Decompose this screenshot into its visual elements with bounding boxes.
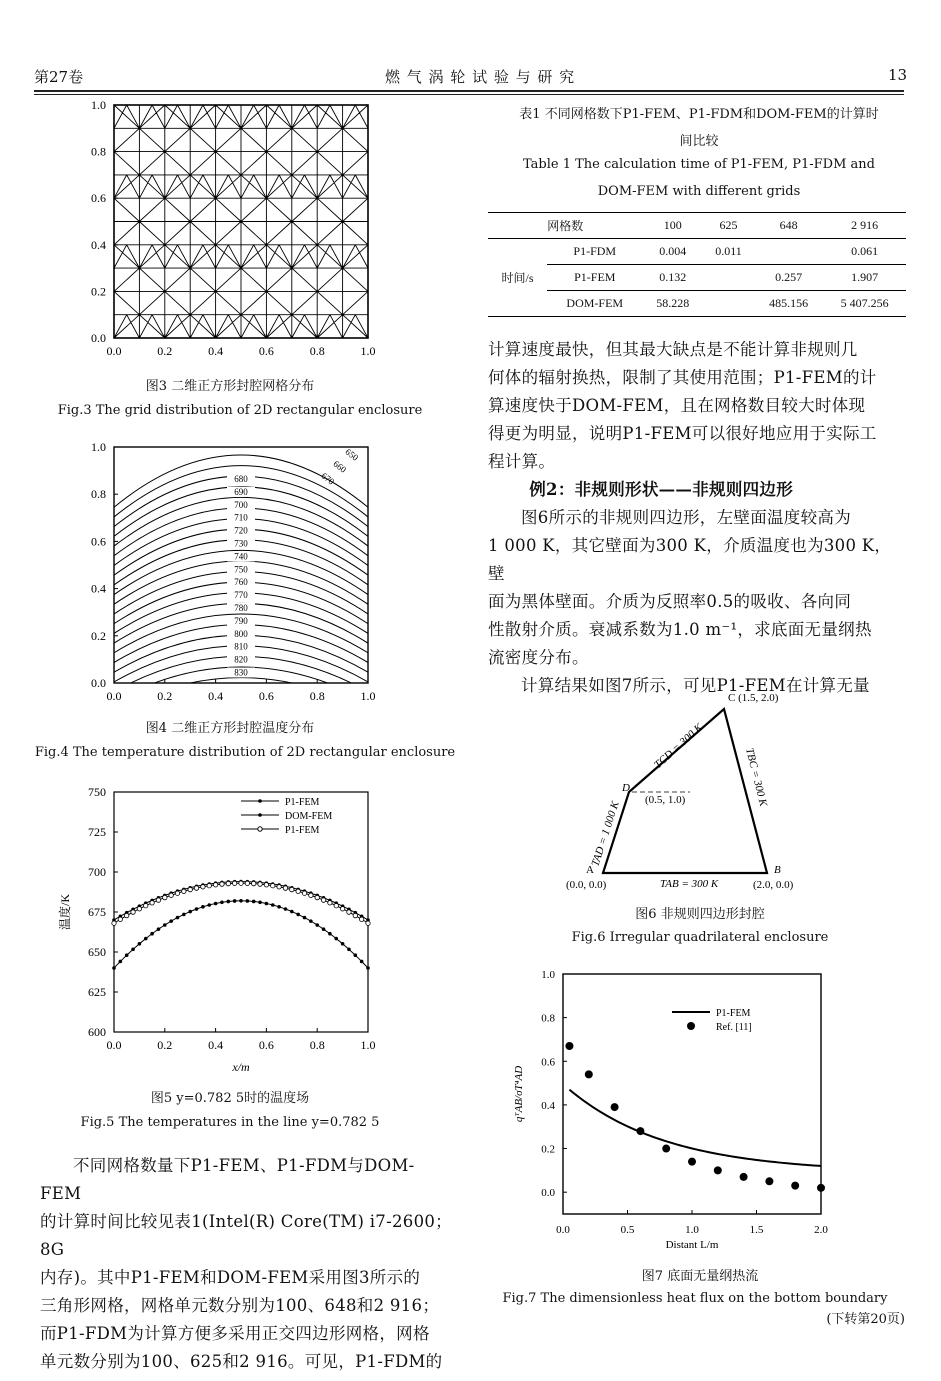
data-point <box>258 882 262 886</box>
fig6-quadrilateral-diagram <box>550 685 850 900</box>
ref-data-point <box>817 1184 825 1192</box>
table-cell: 0.011 <box>715 244 742 258</box>
contour-label: 750 <box>234 564 248 575</box>
page-number: 13 <box>888 66 908 84</box>
text-line: 的计算时间比较见表1(Intel(R) Core(TM) i7-2600；8G <box>40 1212 452 1259</box>
data-point <box>334 937 338 941</box>
table-row <box>488 239 906 265</box>
x-tick-label: 0.8 <box>309 1038 325 1052</box>
text-line: 计算结果如图7所示，可见P1-FEM在计算无量 <box>521 676 870 695</box>
data-point <box>125 953 129 957</box>
contour-label: 660 <box>331 458 349 475</box>
ref-data-point <box>714 1166 722 1174</box>
data-point <box>334 904 338 908</box>
fig6-caption-cn: 图6 非规则四边形封腔 <box>635 907 765 922</box>
table-cell: DOM-FEM <box>566 296 624 310</box>
continued-note: (下转第20页) <box>826 1312 905 1327</box>
fig4-caption-en: Fig.4 The temperature distribution of 2D rectangular enclosure <box>34 745 456 760</box>
label-A-coord: (0.0, 0.0) <box>566 879 607 891</box>
x-tick-label: 1.0 <box>360 689 376 703</box>
x-tick-label: 0.4 <box>208 344 224 358</box>
data-point <box>347 948 351 952</box>
data-point <box>283 886 287 890</box>
data-point <box>175 891 179 895</box>
data-point <box>131 948 135 952</box>
legend-label: P1-FEM <box>285 797 320 808</box>
table-row <box>488 291 906 317</box>
y-tick-label: 0.6 <box>541 1056 555 1069</box>
data-point <box>315 895 319 899</box>
table1 <box>488 212 906 317</box>
x-tick-label: 0.5 <box>620 1224 635 1236</box>
data-point <box>112 966 116 970</box>
data-point <box>144 937 148 941</box>
fig5-ylabel: 温度/K <box>58 893 72 931</box>
fig7-caption-cn: 图7 底面无量纲热流 <box>641 1269 759 1284</box>
ref-data-point <box>688 1158 696 1166</box>
label-TCD: TCD = 300 K <box>651 721 706 772</box>
data-point <box>309 893 313 897</box>
fig5-line-plot <box>55 780 400 1080</box>
table-cell: 0.004 <box>659 244 687 258</box>
text-line: 面为黑体壁面。介质为反照率0.5的吸收、各向同 <box>488 592 852 611</box>
data-point <box>227 900 231 904</box>
table-head-cell: 100 <box>663 218 682 232</box>
table-cell <box>703 265 754 291</box>
x-tick-label: 0.0 <box>106 1038 122 1052</box>
data-point <box>322 927 326 931</box>
ref-data-point <box>636 1127 644 1135</box>
text-line: 内存)。其中P1-FEM和DOM-FEM采用图3所示的 <box>40 1268 421 1287</box>
data-point <box>360 960 364 964</box>
data-point <box>201 885 205 889</box>
data-point <box>138 942 142 946</box>
data-point <box>220 882 224 886</box>
contour-label: 760 <box>234 577 248 588</box>
y-tick-label: 0.8 <box>91 144 106 159</box>
data-point <box>163 895 167 899</box>
contour-label: 710 <box>234 512 248 523</box>
y-tick-label: 0.0 <box>91 331 106 345</box>
legend-marker <box>258 827 262 831</box>
contour-label: 820 <box>234 654 248 665</box>
example-heading: 例2：非规则形状——非规则四边形 <box>529 480 794 499</box>
fig6-caption-en: Fig.6 Irregular quadrilateral enclosure <box>571 930 829 945</box>
text-line: 单元数分别为100、625和2 916。可见，P1-FDM的 <box>40 1352 443 1371</box>
ref-data-point <box>565 1042 573 1050</box>
y-tick-label: 1.0 <box>91 98 106 112</box>
x-tick-label: 0.4 <box>208 689 224 703</box>
data-point <box>195 907 199 911</box>
data-point <box>169 893 173 897</box>
legend-label: P1-FEM <box>716 1008 751 1019</box>
data-point <box>150 901 154 905</box>
y-tick-label: 600 <box>88 1025 106 1039</box>
y-tick-label: 0.4 <box>541 1099 555 1112</box>
data-point <box>296 913 300 917</box>
data-point <box>169 919 173 923</box>
axis-ticks <box>541 969 828 1236</box>
y-tick-label: 1.0 <box>541 969 555 981</box>
y-tick-label: 750 <box>88 785 106 799</box>
ref-data-point <box>791 1182 799 1190</box>
x-tick-label: 1.0 <box>360 344 376 358</box>
contour-label: 790 <box>234 615 248 626</box>
data-point <box>252 900 256 904</box>
data-point <box>163 923 167 927</box>
y-tick-label: 0.0 <box>541 1187 555 1200</box>
legend-label: P1-FEM <box>285 825 320 836</box>
data-point <box>252 881 256 885</box>
table-head-cell: 网格数 <box>547 219 584 233</box>
mesh-lines <box>114 105 368 338</box>
data-point <box>366 966 370 970</box>
table-cell <box>703 291 754 317</box>
text-line: 而P1-FDM为计算方便多采用正交四边形网格，网格 <box>40 1324 430 1343</box>
data-point <box>201 905 205 909</box>
table-cell: P1-FDM <box>573 244 617 258</box>
data-point <box>258 901 262 905</box>
contour-label: 670 <box>319 470 337 487</box>
text-line: 程计算。 <box>488 452 556 471</box>
fig3-caption-cn: 图3 二维正方形封腔网格分布 <box>145 379 315 394</box>
contour-label: 720 <box>234 525 248 536</box>
x-tick-label: 1.5 <box>749 1224 764 1236</box>
ref-data-point <box>740 1173 748 1181</box>
contour-label: 810 <box>234 641 248 652</box>
fig7-ylabel: qᵀAB/σT⁴AD <box>513 1065 525 1123</box>
y-tick-label: 0.6 <box>91 191 106 206</box>
data-point <box>119 960 123 964</box>
x-tick-label: 0.2 <box>157 689 173 703</box>
x-tick-label: 0.0 <box>106 344 122 358</box>
x-tick-label: 1.0 <box>360 1038 376 1052</box>
y-tick-label: 0.6 <box>91 534 106 549</box>
legend-marker <box>258 813 262 817</box>
table-cell <box>754 239 823 265</box>
contour-label: 830 <box>234 667 248 678</box>
table-head-cell: 2 916 <box>851 218 879 232</box>
y-tick-label: 0.2 <box>91 284 106 299</box>
data-point <box>353 913 357 917</box>
table-group-cell: 时间/s <box>501 271 534 285</box>
data-point <box>232 881 236 885</box>
data-point <box>157 927 161 931</box>
data-point <box>271 903 275 907</box>
text-line: 图6所示的非规则四边形，左壁面温度较高为 <box>521 508 851 527</box>
text-line: 算速度快于DOM-FEM，且在网格数目较大时体现 <box>488 396 866 415</box>
data-point <box>341 942 345 946</box>
ref-data-point <box>765 1177 773 1185</box>
data-point <box>207 903 211 907</box>
fig3-mesh-plot <box>60 95 400 375</box>
legend-label: Ref. [11] <box>716 1022 752 1033</box>
data-point <box>182 913 186 917</box>
table-cell: 0.257 <box>775 270 803 284</box>
y-tick-label: 0.0 <box>91 676 106 690</box>
label-TBC: TBC = 300 K <box>743 746 770 808</box>
label-TAD: TAD = 1 000 K <box>589 799 622 868</box>
x-tick-label: 1.0 <box>685 1224 699 1236</box>
journal-title: 燃 气 涡 轮 试 验 与 研 究 <box>385 68 576 86</box>
fig5-xlabel: x/m <box>232 1060 250 1074</box>
fig4-contour-plot <box>60 437 400 712</box>
y-tick-label: 725 <box>88 825 106 839</box>
ref-data-point <box>585 1070 593 1078</box>
data-point <box>137 907 141 911</box>
data-point <box>245 881 249 885</box>
y-tick-label: 675 <box>88 905 106 919</box>
text-line: 何体的辐射换热，限制了其使用范围；P1-FEM的计 <box>488 368 877 387</box>
data-point <box>296 889 300 893</box>
fig3-caption-en: Fig.3 The grid distribution of 2D rectangular enclosure <box>57 403 423 418</box>
table-cell: P1-FEM <box>574 270 616 284</box>
left-body-text <box>40 1152 455 1376</box>
table1-caption-en-1: Table 1 The calculation time of P1-FEM, P1-FDM and <box>523 157 875 172</box>
table-header-row <box>488 213 906 239</box>
data-point <box>328 901 332 905</box>
data-point <box>131 910 135 914</box>
contour-label: 700 <box>234 499 248 510</box>
series <box>565 1042 825 1192</box>
data-point <box>150 932 154 936</box>
data-point <box>112 921 116 925</box>
data-point <box>125 913 129 917</box>
ref-data-point <box>662 1145 670 1153</box>
y-tick-label: 700 <box>88 865 106 879</box>
data-point <box>359 917 363 921</box>
data-point <box>290 910 294 914</box>
data-point <box>277 885 281 889</box>
data-point <box>290 887 294 891</box>
y-tick-label: 0.4 <box>91 581 106 596</box>
table-cell: 58.228 <box>656 296 690 310</box>
fig7-caption-en: Fig.7 The dimensionless heat flux on the bottom boundary <box>502 1291 888 1306</box>
data-point <box>277 905 281 909</box>
data-point <box>354 953 358 957</box>
table-cell: 0.061 <box>851 244 879 258</box>
data-point <box>182 889 186 893</box>
contour-label: 800 <box>234 628 248 639</box>
data-point <box>340 907 344 911</box>
x-tick-label: 0.6 <box>258 344 274 358</box>
data-point <box>213 883 217 887</box>
label-D: D <box>622 782 630 794</box>
x-tick-label: 0.2 <box>157 1038 173 1052</box>
series <box>112 880 370 970</box>
legend-marker <box>258 799 262 803</box>
volume-label: 第27卷 <box>34 68 84 86</box>
data-point <box>233 899 237 903</box>
table-head-cell: 648 <box>779 218 798 232</box>
x-tick-label: 0.8 <box>309 344 325 358</box>
data-point <box>188 910 192 914</box>
data-point <box>156 898 160 902</box>
table-cell: 485.156 <box>769 296 809 310</box>
fig4-caption-cn: 图4 二维正方形封腔温度分布 <box>145 721 315 736</box>
table1-caption-cn-2: 间比较 <box>679 134 719 149</box>
fig7-xlabel: Distant L/m <box>665 1239 719 1251</box>
y-tick-label: 0.2 <box>541 1143 555 1156</box>
y-tick-label: 0.8 <box>541 1012 555 1025</box>
text-line: 不同网格数量下P1-FEM、P1-FDM与DOM-FEM <box>40 1156 415 1203</box>
table-head-cell: 625 <box>719 218 738 232</box>
data-point <box>194 886 198 890</box>
data-point <box>284 907 288 911</box>
right-body-text <box>488 336 908 700</box>
header-rule <box>34 90 904 92</box>
data-point <box>315 923 319 927</box>
table1-caption-en-2: DOM-FEM with different grids <box>597 184 801 199</box>
contour-label: 690 <box>234 486 248 497</box>
x-tick-label: 0.0 <box>106 689 122 703</box>
x-tick-label: 0.8 <box>309 689 325 703</box>
data-point <box>214 902 218 906</box>
data-point <box>239 881 243 885</box>
data-point <box>220 901 224 905</box>
text-line: 1 000 K，其它壁面为300 K，介质温度也为300 K，壁 <box>488 536 892 583</box>
table-cell: 1.907 <box>851 270 879 284</box>
legend <box>241 797 332 836</box>
data-point <box>265 902 269 906</box>
data-point <box>366 921 370 925</box>
mesh-path <box>114 105 368 338</box>
axis-ticks <box>88 785 376 1052</box>
data-point <box>321 898 325 902</box>
contour-label: 650 <box>343 446 361 463</box>
y-tick-label: 0.4 <box>91 237 106 252</box>
data-point <box>188 887 192 891</box>
plot-frame <box>563 974 821 1214</box>
text-line: 性散射介质。衰减系数为1.0 m⁻¹，求底面无量纲热 <box>488 620 872 639</box>
data-point <box>144 904 148 908</box>
x-tick-label: 0.6 <box>258 689 274 703</box>
text-line: 三角形网格，网格单元数分别为100、648和2 916； <box>40 1296 440 1315</box>
table1-caption-cn-1: 表1 不同网格数下P1-FEM、P1-FDM和DOM-FEM的计算时 <box>519 107 879 122</box>
y-tick-label: 0.8 <box>91 487 106 502</box>
label-C: C (1.5, 2.0) <box>728 692 779 704</box>
contour-label: 770 <box>234 590 248 601</box>
data-point <box>207 884 211 888</box>
x-tick-label: 0.4 <box>208 1038 224 1052</box>
data-point <box>303 916 307 920</box>
fig5-caption-en: Fig.5 The temperatures in the line y=0.782 5 <box>80 1115 380 1130</box>
ref-data-point <box>611 1103 619 1111</box>
table-row <box>488 265 906 291</box>
data-point <box>264 883 268 887</box>
data-point <box>271 884 275 888</box>
plot-frame <box>114 792 368 1032</box>
text-line: 得更为明显，说明P1-FEM可以很好地应用于实际工 <box>488 424 877 443</box>
data-point <box>176 916 180 920</box>
y-tick-label: 650 <box>88 945 106 959</box>
fig7-heat-flux-plot <box>500 960 870 1255</box>
x-tick-label: 2.0 <box>814 1224 828 1236</box>
contour-label: 730 <box>234 538 248 549</box>
x-tick-label: 0.6 <box>258 1038 274 1052</box>
label-D-coord: (0.5, 1.0) <box>645 794 686 806</box>
text-line: 流密度分布。 <box>488 648 589 667</box>
legend-label: DOM-FEM <box>285 811 333 822</box>
data-point <box>347 910 351 914</box>
text-line: 计算速度最快，但其最大缺点是不能计算非规则几 <box>488 340 858 359</box>
contour-labels <box>227 447 361 678</box>
contour-label: 780 <box>234 603 248 613</box>
fig5-caption-cn: 图5 y=0.782 5时的温度场 <box>150 1091 310 1106</box>
label-TAB: TAB = 300 K <box>660 878 719 890</box>
data-point <box>118 917 122 921</box>
label-B-coord: (2.0, 0.0) <box>753 879 794 891</box>
y-tick-label: 1.0 <box>91 440 106 454</box>
y-tick-label: 625 <box>88 985 106 999</box>
data-point <box>309 919 313 923</box>
x-tick-label: 0.0 <box>556 1224 570 1236</box>
legend <box>672 1008 752 1033</box>
legend-marker <box>687 1022 695 1030</box>
data-point <box>226 881 230 885</box>
table-cell: 0.132 <box>659 270 687 284</box>
contour-label: 680 <box>234 474 248 484</box>
data-point <box>239 899 243 903</box>
x-tick-label: 0.2 <box>157 344 173 358</box>
data-point <box>328 932 332 936</box>
y-tick-label: 0.2 <box>91 628 106 643</box>
data-point <box>302 891 306 895</box>
data-point <box>246 899 250 903</box>
label-B: B <box>774 864 781 876</box>
table-cell: 5 407.256 <box>840 296 889 310</box>
contour-label: 740 <box>234 551 248 562</box>
label-A: A <box>586 864 594 876</box>
p1-fem-line <box>569 1090 821 1166</box>
